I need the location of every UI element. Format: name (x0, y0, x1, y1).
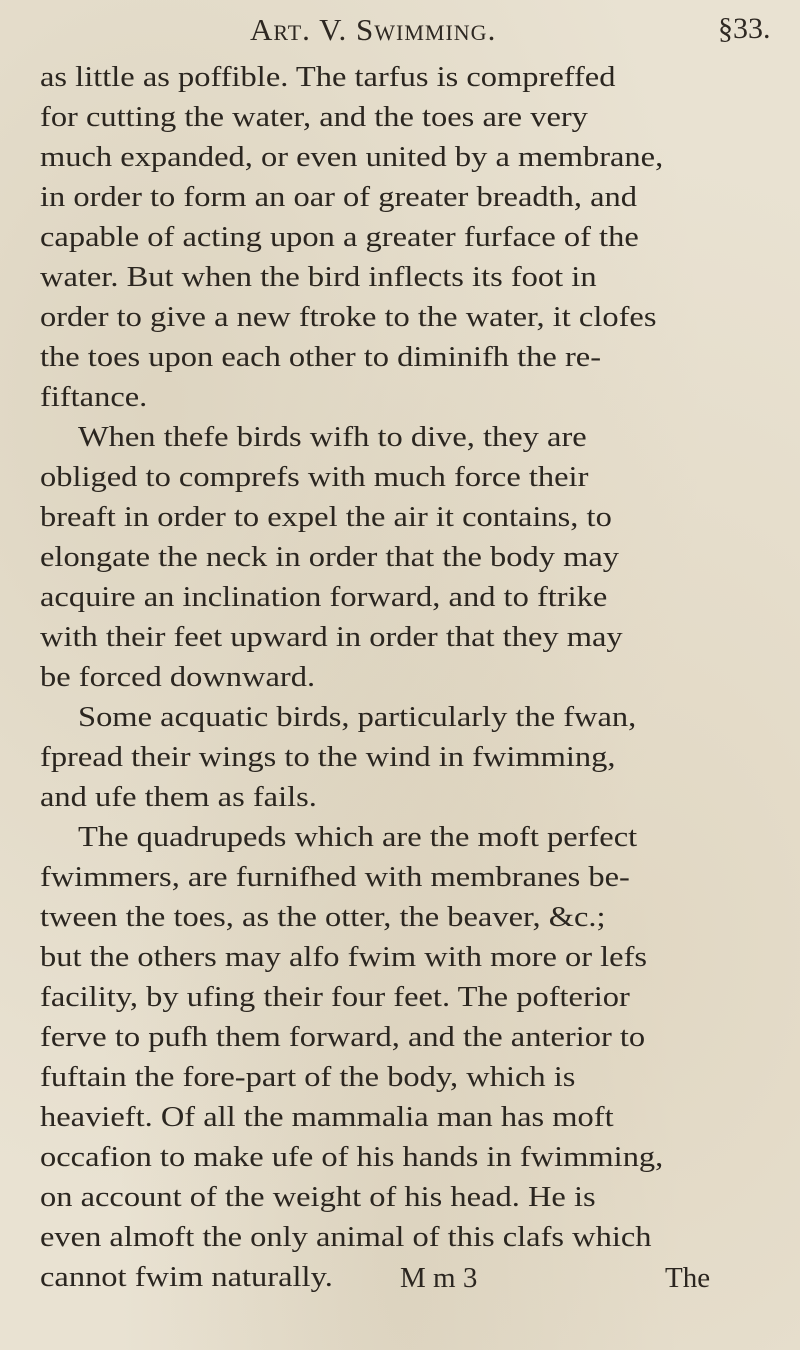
signature-mark: M m 3 (400, 1262, 478, 1294)
text-line-11: obliged to comprefs with much force their (40, 461, 589, 493)
text-line-14: acquire an inclination forward, and to ftrike (40, 581, 608, 613)
text-line-5: capable of acting upon a greater furface of the (40, 221, 639, 253)
text-line-23: but the others may alfo fwim with more or lefs (40, 941, 648, 973)
text-line-18: fpread their wings to the wind in fwimming, (40, 741, 616, 773)
text-line-2: for cutting the water, and the toes are very (40, 101, 588, 133)
text-line-27: heavieft. Of all the mammalia man has moft (40, 1101, 614, 1133)
text-line-24: facility, by ufing their four feet. The pofterior (40, 981, 630, 1013)
running-head (0, 12, 800, 52)
text-line-20: The quadrupeds which are the moft perfect (78, 821, 638, 853)
text-line-7: order to give a new ftroke to the water, it clofes (40, 301, 657, 333)
catchword: The (665, 1262, 711, 1294)
text-line-21: fwimmers, are furnifhed with membranes be- (40, 861, 630, 893)
text-line-10: When thefe birds wifh to dive, they are (78, 421, 587, 453)
text-line-22: tween the toes, as the otter, the beaver, &c.; (40, 901, 606, 933)
running-head-title: Art. V. Swimming. (250, 12, 497, 47)
text-line-1: as little as poffible. The tarfus is compreffed (40, 61, 616, 93)
text-line-4: in order to form an oar of greater breadth, and (40, 181, 638, 213)
text-line-9: fiftance. (40, 381, 148, 413)
text-line-19: and ufe them as fails. (40, 781, 317, 813)
text-line-30: even almoft the only animal of this clafs which (40, 1221, 652, 1253)
page-number: §33. (718, 12, 771, 45)
text-line-28: occafion to make ufe of his hands in fwimming, (40, 1141, 664, 1173)
text-line-26: fuftain the fore-part of the body, which is (40, 1061, 576, 1093)
text-line-13: elongate the neck in order that the body may (40, 541, 620, 573)
text-line-29: on account of the weight of his head. He is (40, 1181, 596, 1213)
text-line-3: much expanded, or even united by a membrane, (40, 141, 664, 173)
text-line-25: ferve to pufh them forward, and the anterior to (40, 1021, 646, 1053)
text-line-6: water. But when the bird inflects its foot in (40, 261, 597, 293)
text-line-16: be forced downward. (40, 661, 316, 693)
text-line-12: breaft in order to expel the air it contains, to (40, 501, 612, 533)
text-line-8: the toes upon each other to diminifh the re- (40, 341, 602, 373)
text-line-15: with their feet upward in order that they may (40, 621, 623, 653)
text-line-17: Some acquatic birds, particularly the fwan, (78, 701, 637, 733)
text-line-31: cannot fwim naturally. (40, 1261, 333, 1293)
